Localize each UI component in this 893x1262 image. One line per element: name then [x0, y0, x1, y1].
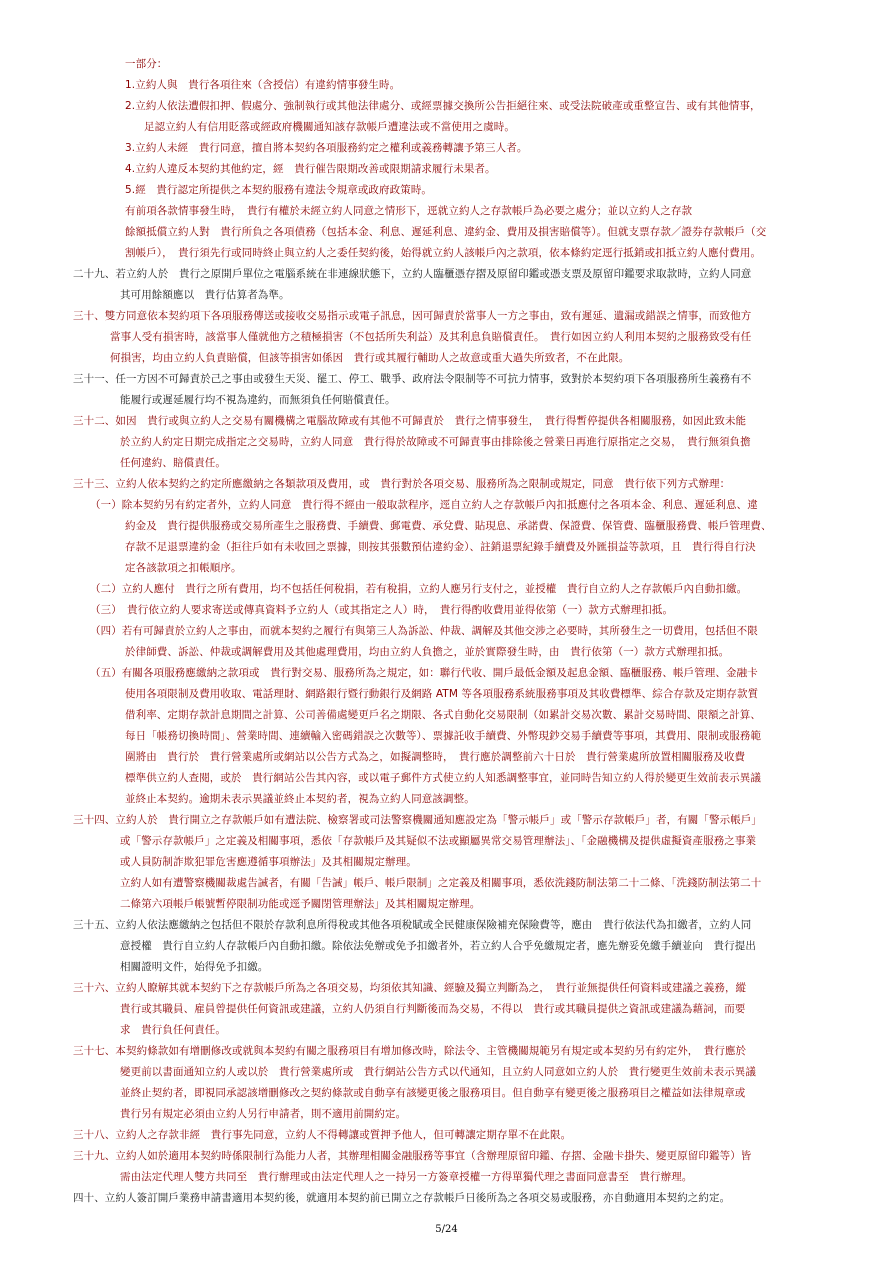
text-line: 二十九、若立約人於 貴行之原開戶單位之電腦系統在非連線狀態下，立約人臨櫃憑存摺及原留印鑑或憑支票及原留印鑑要求取款時，立約人同意 — [73, 268, 752, 280]
text-line: 或人員防制詐欺犯罪危害應遵循事項辦法」及其相關規定辦理。 — [120, 856, 417, 868]
text-line: 有前項各款情事發生時， 貴行有權於未經立約人同意之情形下，逕就立約人之存款帳戶為必要之處分；並以立約人之存款 — [125, 205, 693, 217]
text-line: 立約人如有遭警察機關裁處告誡者，有關「告誡」帳戶、帳戶限制」之定義及相關事項，悉依洗錢防制法第二十二條、「洗錢防制法第二十 — [120, 877, 762, 889]
text-line: 何損害，均由立約人負責賠償，但該等損害如係因 貴行或其履行輔助人之故意或重大過失所致者，不在此限。 — [110, 352, 630, 364]
text-line: 二條第六項帳戶帳號暫停限制功能或逕予關閉管理辦法」及其相關規定辦理。 — [120, 898, 481, 910]
text-line: 三十二、如因 貴行或與立約人之交易有關機構之電腦故障或有其他不可歸責於 貴行之情事發生， 貴行得暫停提供各相關服務，如因此致未能 — [73, 415, 747, 427]
text-line: 一部分： — [125, 58, 168, 70]
text-line: 需由法定代理人雙方共同至 貴行辦理或由法定代理人之一持另一方簽章授權一方得單獨代理之書面同意書至 貴行辦理。 — [120, 1171, 693, 1183]
text-line: 相關證明文件，始得免予扣繳。 — [120, 961, 269, 973]
text-line: 標準供立約人查閱，或於 貴行網站公告其內容，或以電子郵件方式使立約人知悉調整事宜，並同時告知立約人得於變更生效前表示異議 — [125, 772, 761, 784]
page-number: 5/24 — [435, 1224, 458, 1235]
text-line: 能履行或遲延履行均不視為違約，而無須負任何賠償責任。 — [120, 394, 396, 406]
text-line: 三十四、立約人於 貴行開立之存款帳戶如有遭法院、檢察署或司法警察機關通知應設定為「警示帳戶」或「警示存款帳戶」者，有關「警示帳戶」 — [73, 814, 762, 826]
text-line: （三） 貴行依立約人要求寄送或傳真資料予立約人（或其指定之人）時， 貴行得酌收費用並得依第（一）款方式辦理扣抵。 — [90, 604, 674, 616]
text-line: （一）除本契約另有約定者外，立約人同意 貴行得不經由一般取款程序，逕自立約人之存款帳戶內扣抵應付之各項本金、利息、遲延利息、違 — [90, 499, 758, 511]
text-line: 三十五、立約人依法應繳納之包括但不限於存款利息所得稅或其他各項稅賦或全民健康保險補充保險費等，應由 貴行依法代為扣繳者，立約人同 — [73, 919, 752, 931]
text-line: 其可用餘額應以 貴行估算者為準。 — [120, 289, 290, 301]
text-line: 四十、立約人簽訂開戶業務申請書適用本契約後，就適用本契約前已開立之存款帳戶日後所為之各項交易或服務，亦自動適用本契約之約定。 — [73, 1192, 731, 1204]
text-line: 貴行另有規定必須由立約人另行申請者，則不適用前開約定。 — [120, 1108, 407, 1120]
text-line: 割帳戶）， 貴行須先行或同時終止與立約人之委任契約後，始得就立約人該帳戶內之款項，依本條約定逕行抵銷或扣抵立約人應付費用。 — [125, 247, 762, 259]
text-line: 求 貴行負任何責任。 — [120, 1024, 226, 1036]
text-line: 或「警示存款帳戶」之定義及相關事項，悉依「存款帳戶及其疑似不法或顯屬異常交易管理辦法」、「金融機構及提供虛擬資產服務之事業 — [120, 835, 757, 847]
text-line: 三十六、立約人瞭解其就本契約下之存款帳戶所為之各項交易，均須依其知識、經驗及獨立判斷為之， 貴行並無提供任何資料或建議之義務，縱 — [73, 982, 747, 994]
text-line: （四）若有可歸責於立約人之事由，而就本契約之履行有與第三人為訴訟、仲裁、調解及其他交涉之必要時，其所發生之一切費用，包括但不限 — [90, 625, 758, 637]
text-line: 定各該款項之扣帳順序。 — [125, 562, 242, 574]
text-line: 貴行或其職員、雇員曾提供任何資訊或建議，立約人仍須自行判斷後而為交易，不得以 貴行或其職員提供之資訊或建議為藉詞，而要 — [120, 1003, 746, 1015]
text-line: 使用各項限制及費用收取、電話理財、網路銀行暨行動銀行及網路 ATM 等各項服務系統服務事項及其收費標準、綜合存款及定期存款質 — [125, 688, 759, 700]
text-line: 當事人受有損害時，該當事人僅就他方之積極損害（不包括所失利益）及其利息負賠償責任。 貴行如因立約人利用本契約之服務致受有任 — [110, 331, 752, 343]
text-line: 三十、雙方同意依本契約項下各項服務傳送或接收交易指示或電子訊息，因可歸責於當事人一方之事由，致有遲延、遺漏或錯誤之情事，而致他方 — [73, 310, 752, 322]
text-line: 5.經 貴行認定所提供之本契約服務有違法令規章或政府政策時。 — [125, 184, 433, 196]
text-line: 於立約人約定日期完成指定之交易時，立約人同意 貴行得於故障或不可歸責事由排除後之營業日再進行原指定之交易， 貴行無須負擔 — [120, 436, 751, 448]
text-line: 足認立約人有信用貶落或經政府機關通知該存款帳戶遭違法或不當使用之虞時。 — [144, 121, 515, 133]
text-line: 存款不足退票違約金（拒往戶如有未收回之票據，則按其張數預估違約金）、註銷退票紀錄手續費及外匯損益等款項，且 貴行得自行決 — [125, 541, 756, 553]
text-line: 三十八、立約人之存款非經 貴行事先同意，立約人不得轉讓或質押予他人，但可轉讓定期存單不在此限。 — [73, 1129, 572, 1141]
text-line: 圍將由 貴行於 貴行營業處所或網站以公告方式為之，如擬調整時， 貴行應於調整前六十日於 貴行營業處所放置相關服務及收費 — [125, 751, 746, 763]
text-line: 3.立約人未經 貴行同意，擅自將本契約各項服務約定之權利或義務轉讓予第三人者。 — [125, 142, 528, 154]
text-line: 任何違約、賠償責任。 — [120, 457, 226, 469]
text-line: 每日「帳務切換時間」、營業時間、連續輸入密碼錯誤之次數等）、票據託收手續費、外幣現鈔交易手續費等事項，其費用、限制或服務範 — [125, 730, 762, 742]
text-line: 約金及 貴行提供服務或交易所產生之服務費、手續費、郵電費、承兌費、貼現息、承諾費、保證費、保管費、臨櫃服務費、帳戶管理費、 — [125, 520, 772, 532]
text-line: 4.立約人違反本契約其他約定，經 貴行催告限期改善或限期請求履行未果者。 — [125, 163, 496, 175]
text-line: 於律師費、訴訟、仲裁或調解費用及其他處理費用，均由立約人負擔之，並於實際發生時，由 貴行依第（一）款方式辦理扣抵。 — [125, 646, 730, 658]
text-line: 借利率、定期存款計息期間之計算、公司善備處變更戶名之期限、各式自動化交易限制（如累計交易次數、累計交易時間、限額之計算、 — [125, 709, 761, 721]
text-line: 三十七、本契約條款如有增刪修改或就與本契約有關之服務項目有增加修改時，除法令、主管機關規範另有規定或本契約另有約定外， 貴行應於 — [73, 1045, 747, 1057]
text-line: （二）立約人應付 貴行之所有費用，均不包括任何稅捐，若有稅捐，立約人應另行支付之，並授權 貴行自立約人之存款帳戶內自動扣繳。 — [90, 583, 748, 595]
text-line: 三十一、任一方因不可歸責於己之事由或發生天災、罷工、停工、戰爭、政府法令限制等不可抗力情事，致對於本契約項下各項服務所生義務有不 — [73, 373, 752, 385]
text-line: 變更前以書面通知立約人或以於 貴行營業處所或 貴行網站公告方式以代通知，且立約人同意如立約人於 貴行變更生效前未表示異議 — [120, 1066, 756, 1078]
text-line: 1.立約人與 貴行各項往來（含授信）有違約情事發生時。 — [125, 79, 401, 91]
text-line: 並終止本契約。逾期未表示異議並終止本契約者，視為立約人同意該調整。 — [125, 793, 475, 805]
text-line: （五）有關各項服務應繳納之款項或 貴行對交易、服務所為之規定，如：聯行代收、開戶最低金額及起息金額、臨櫃服務、帳戶管理、金融卡 — [90, 667, 758, 679]
text-line: 2.立約人依法遭假扣押、假處分、強制執行或其他法律處分、或經票據交換所公告拒絕往來、或受法院破產或重整宣告、或有其他情事， — [125, 100, 761, 112]
text-line: 三十三、立約人依本契約之約定所應繳納之各類款項及費用，或 貴行對於各項交易、服務所為之限制或規定，同意 貴行依下列方式辦理： — [73, 478, 731, 490]
text-line: 意授權 貴行自立約人存款帳戶內自動扣繳。除依法免辦或免予扣繳者外，若立約人合乎免繳規定者，應先辦妥免繳手續並向 貴行提出 — [120, 940, 756, 952]
text-line: 三十九、立約人如於適用本契約時係限制行為能力人者，其辦理相關金融服務等事宜（含辦理原留印鑑、存摺、金融卡掛失、變更原留印鑑等）皆 — [73, 1150, 752, 1162]
text-line: 並終止契約者，即視同承認該增刪修改之契約條款或自動享有該變更後之服務項目。但自動享有變更後之服務項目之權益如法律規章或 — [120, 1087, 746, 1099]
text-line: 餘額抵償立約人對 貴行所負之各項債務（包括本金、利息、遲延利息、違約金、費用及損害賠償等）。但就支票存款／證券存款帳戶（交 — [125, 226, 767, 238]
